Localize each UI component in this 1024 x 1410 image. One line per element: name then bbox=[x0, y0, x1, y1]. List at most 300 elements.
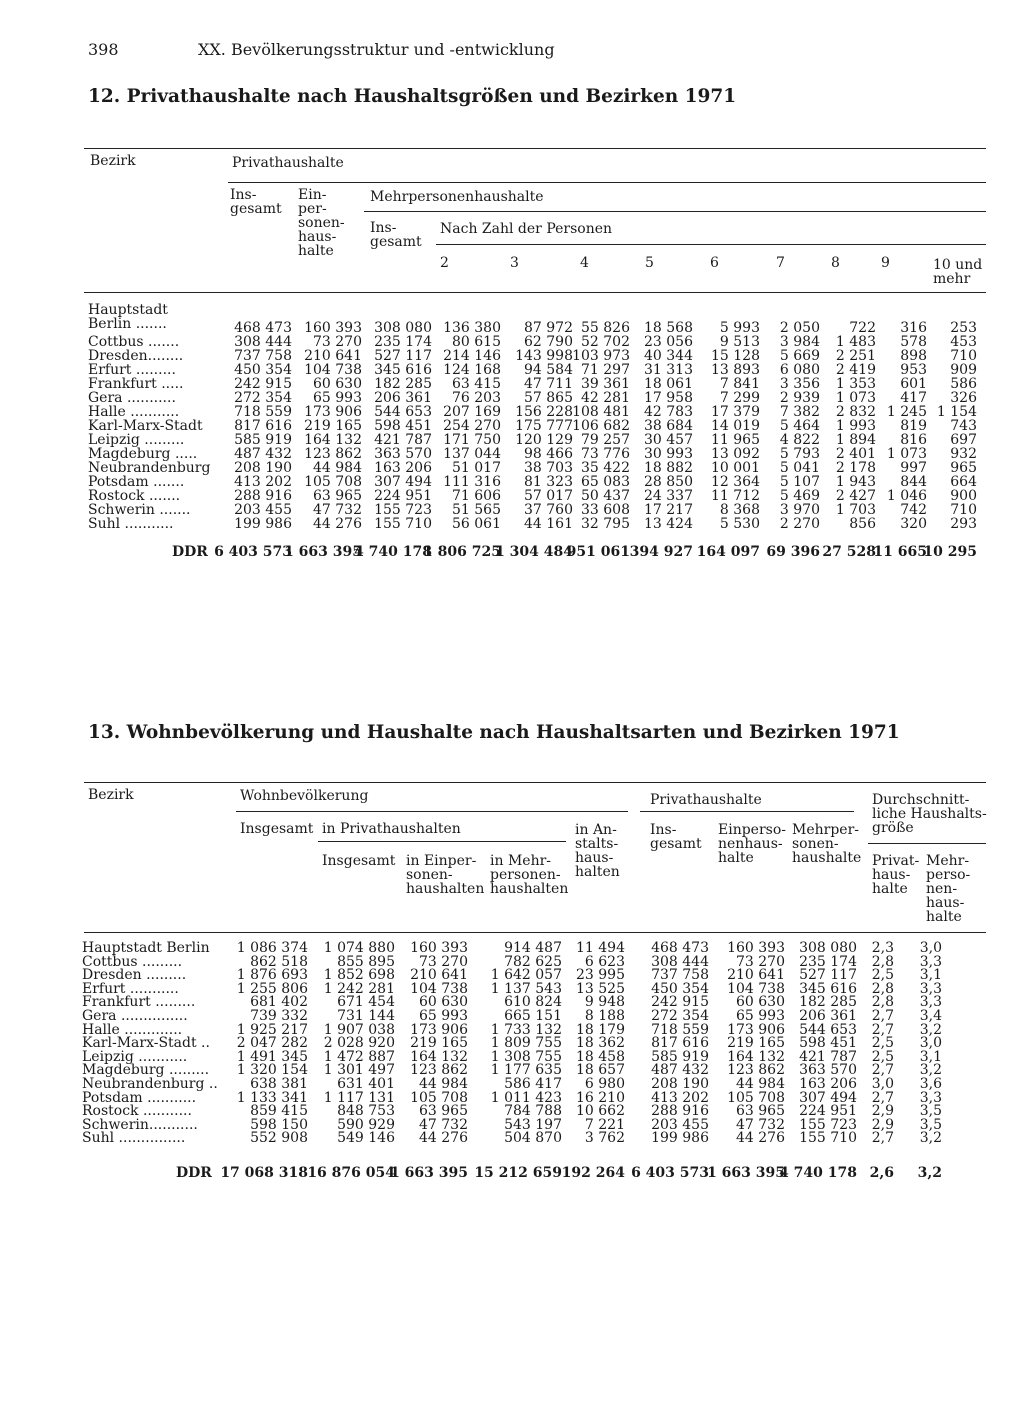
table-cell: 60 630 bbox=[736, 994, 785, 1011]
column-header: 5 bbox=[645, 255, 654, 271]
table-cell: 345 616 bbox=[799, 980, 857, 997]
table-cell: 79 257 bbox=[581, 432, 630, 448]
table-cell: 44 276 bbox=[736, 1130, 785, 1147]
table-cell: 598 451 bbox=[374, 418, 432, 434]
row-label: Gera ........... bbox=[88, 390, 176, 406]
column-header: Mehrper- sonen- haushalte bbox=[792, 822, 862, 866]
row-label: Cottbus ......... bbox=[82, 953, 183, 970]
table-cell: 40 344 bbox=[644, 348, 693, 364]
table-cell: 544 653 bbox=[374, 404, 432, 420]
table-cell: 2,3 bbox=[871, 940, 894, 956]
total-cell: 4 740 178 bbox=[354, 544, 432, 560]
table-cell: 60 630 bbox=[419, 994, 468, 1011]
table-cell: 111 316 bbox=[443, 474, 501, 490]
table-cell: 855 895 bbox=[337, 953, 395, 970]
table-cell: 3,3 bbox=[919, 953, 942, 970]
table-cell: 1 876 693 bbox=[236, 967, 308, 984]
table-cell: 586 bbox=[950, 376, 977, 392]
table-cell: 4 822 bbox=[779, 432, 820, 448]
table-cell: 1 703 bbox=[835, 502, 876, 518]
table-cell: 5 464 bbox=[779, 418, 820, 434]
table-cell: 219 165 bbox=[727, 1035, 785, 1052]
table-cell: 578 bbox=[900, 334, 927, 350]
table-cell: 182 285 bbox=[799, 994, 857, 1011]
table-cell: 71 297 bbox=[581, 362, 630, 378]
table-cell: 155 723 bbox=[374, 502, 432, 518]
table-cell: 997 bbox=[900, 460, 927, 476]
table-cell: 487 432 bbox=[234, 446, 292, 462]
table-cell: 1 117 131 bbox=[323, 1089, 395, 1106]
table-cell: 601 bbox=[900, 376, 927, 392]
row-label: Neubrandenburg bbox=[88, 460, 211, 476]
table-cell: 817 616 bbox=[234, 418, 292, 434]
table-cell: 527 117 bbox=[799, 967, 857, 984]
table-cell: 6 623 bbox=[584, 953, 625, 970]
table-cell: 105 708 bbox=[410, 1089, 468, 1106]
table-cell: 30 457 bbox=[644, 432, 693, 448]
table-cell: 421 787 bbox=[374, 432, 432, 448]
table-cell: 288 916 bbox=[651, 1103, 709, 1120]
row-label: Gera ............... bbox=[82, 1008, 188, 1024]
table-cell: 3,3 bbox=[919, 980, 942, 997]
table-cell: 38 684 bbox=[644, 418, 693, 434]
table-cell: 2,5 bbox=[871, 1035, 894, 1052]
table-cell: 203 455 bbox=[651, 1116, 709, 1133]
table-cell: 206 361 bbox=[374, 390, 432, 406]
table-cell: 1 733 132 bbox=[490, 1021, 562, 1038]
table-cell: 543 197 bbox=[504, 1116, 562, 1133]
table-cell: 62 790 bbox=[524, 334, 573, 350]
table-cell: 203 455 bbox=[234, 502, 292, 518]
table-cell: 5 993 bbox=[719, 320, 760, 336]
table-cell: 2 178 bbox=[835, 460, 876, 476]
table-cell: 63 965 bbox=[736, 1103, 785, 1120]
table-cell: 450 354 bbox=[651, 980, 709, 997]
column-header: Ins- gesamt bbox=[370, 220, 422, 250]
row-label: Dresden ......... bbox=[82, 967, 187, 984]
column-header: in Mehr- personen- haushalten bbox=[490, 853, 569, 897]
table-cell: 2 047 282 bbox=[236, 1035, 308, 1052]
table-cell: 30 993 bbox=[644, 446, 693, 462]
table-cell: 80 615 bbox=[452, 334, 501, 350]
table-cell: 859 415 bbox=[250, 1103, 308, 1120]
table-cell: 552 908 bbox=[250, 1130, 308, 1147]
table-cell: 2 251 bbox=[835, 348, 876, 364]
table-cell: 1 642 057 bbox=[490, 967, 562, 984]
table-cell: 12 364 bbox=[711, 474, 760, 490]
table-cell: 710 bbox=[950, 502, 977, 518]
table-cell: 5 669 bbox=[779, 348, 820, 364]
total-cell: 27 528 bbox=[822, 544, 876, 560]
table-cell: 37 760 bbox=[524, 502, 573, 518]
table-cell: 487 432 bbox=[651, 1062, 709, 1079]
table-cell: 65 993 bbox=[736, 1008, 785, 1024]
total-cell: 1 806 725 bbox=[423, 544, 501, 560]
table-cell: 1 907 038 bbox=[323, 1021, 395, 1038]
table-cell: 308 080 bbox=[374, 320, 432, 336]
table-cell: 598 451 bbox=[799, 1035, 857, 1052]
row-label: Frankfurt ..... bbox=[88, 376, 184, 392]
table-cell: 5 107 bbox=[779, 474, 820, 490]
table-cell: 2,9 bbox=[871, 1103, 894, 1120]
table-cell: 697 bbox=[950, 432, 977, 448]
table-cell: 44 276 bbox=[419, 1130, 468, 1147]
table-cell: 2,8 bbox=[871, 953, 894, 970]
total-cell: 1 663 395 bbox=[284, 544, 362, 560]
table-cell: 3 356 bbox=[779, 376, 820, 392]
rule bbox=[84, 932, 986, 933]
table-cell: 9 513 bbox=[719, 334, 760, 350]
table-cell: 207 169 bbox=[443, 404, 501, 420]
table-cell: 5 793 bbox=[779, 446, 820, 462]
table-cell: 1 483 bbox=[835, 334, 876, 350]
table-cell: 81 323 bbox=[524, 474, 573, 490]
table-cell: 862 518 bbox=[250, 953, 308, 970]
table-cell: 1 245 bbox=[886, 404, 927, 420]
table-cell: 123 862 bbox=[304, 446, 362, 462]
table-cell: 10 001 bbox=[711, 460, 760, 476]
table-cell: 137 044 bbox=[443, 446, 501, 462]
table-cell: 18 458 bbox=[576, 1048, 625, 1065]
table-cell: 586 417 bbox=[504, 1076, 562, 1092]
table-cell: 2 419 bbox=[835, 362, 876, 378]
table-cell: 5 469 bbox=[779, 488, 820, 504]
column-header: Insgesamt bbox=[240, 821, 314, 837]
table-cell: 23 056 bbox=[644, 334, 693, 350]
column-header: Nach Zahl der Personen bbox=[440, 221, 613, 237]
table-cell: 308 444 bbox=[651, 953, 709, 970]
total-cell: 2,6 bbox=[869, 1165, 894, 1181]
table-cell: 731 144 bbox=[337, 1008, 395, 1024]
table-cell: 1 472 887 bbox=[323, 1048, 395, 1065]
total-label: DDR bbox=[176, 1165, 212, 1181]
table-cell: 235 174 bbox=[799, 953, 857, 970]
table-cell: 18 061 bbox=[644, 376, 693, 392]
table-cell: 50 437 bbox=[581, 488, 630, 504]
table-cell: 208 190 bbox=[651, 1076, 709, 1092]
rule bbox=[364, 211, 986, 212]
table-cell: 468 473 bbox=[234, 320, 292, 336]
table-cell: 3,1 bbox=[919, 967, 942, 984]
table-cell: 2,8 bbox=[871, 980, 894, 997]
table-cell: 3,0 bbox=[919, 940, 942, 956]
total-label: DDR bbox=[172, 544, 208, 560]
rule bbox=[84, 292, 986, 293]
column-header: in An- stalts- haus- halten bbox=[575, 822, 620, 880]
table-cell: 51 565 bbox=[452, 502, 501, 518]
table-cell: 544 653 bbox=[799, 1021, 857, 1038]
table-cell: 307 494 bbox=[374, 474, 432, 490]
table-cell: 3,2 bbox=[919, 1062, 942, 1079]
table-cell: 17 379 bbox=[711, 404, 760, 420]
table-cell: 3,0 bbox=[919, 1035, 942, 1052]
table-cell: 65 993 bbox=[419, 1008, 468, 1024]
column-header: Mehr- perso- nen- haus- halte bbox=[926, 853, 971, 925]
table-cell: 76 203 bbox=[452, 390, 501, 406]
table-cell: 2 832 bbox=[835, 404, 876, 420]
table-cell: 1 074 880 bbox=[323, 940, 395, 956]
table-cell: 1 133 341 bbox=[236, 1089, 308, 1106]
column-header: Insgesamt bbox=[322, 853, 396, 869]
row-label: Halle ............. bbox=[82, 1021, 183, 1038]
table-cell: 2,8 bbox=[871, 994, 894, 1011]
table-cell: 210 641 bbox=[410, 967, 468, 984]
table-cell: 44 161 bbox=[524, 516, 573, 532]
table-cell: 421 787 bbox=[799, 1048, 857, 1065]
row-label: Frankfurt ......... bbox=[82, 994, 196, 1011]
table-cell: 163 206 bbox=[799, 1076, 857, 1092]
table-cell: 2,7 bbox=[871, 1021, 894, 1038]
column-header: Privathaushalte bbox=[650, 792, 762, 808]
row-label: Schwerin ....... bbox=[88, 502, 191, 518]
table-cell: 56 061 bbox=[452, 516, 501, 532]
column-header: Mehrpersonenhaushalte bbox=[370, 189, 544, 205]
table-cell: 13 893 bbox=[711, 362, 760, 378]
table-cell: 16 210 bbox=[576, 1089, 625, 1106]
table-cell: 35 422 bbox=[581, 460, 630, 476]
table-cell: 527 117 bbox=[374, 348, 432, 364]
table-cell: 1 491 345 bbox=[236, 1048, 308, 1065]
row-label: Hauptstadt Berlin bbox=[82, 940, 210, 956]
table-cell: 57 017 bbox=[524, 488, 573, 504]
table-cell: 123 862 bbox=[410, 1062, 468, 1079]
table-cell: 219 165 bbox=[304, 418, 362, 434]
table-cell: 63 415 bbox=[452, 376, 501, 392]
table-cell: 665 151 bbox=[504, 1008, 562, 1024]
table-cell: 898 bbox=[900, 348, 927, 364]
table-cell: 638 381 bbox=[250, 1076, 308, 1092]
table-cell: 123 862 bbox=[727, 1062, 785, 1079]
table-cell: 1 177 635 bbox=[490, 1062, 562, 1079]
table-cell: 136 380 bbox=[443, 320, 501, 336]
table-cell: 60 630 bbox=[313, 376, 362, 392]
table-cell: 631 401 bbox=[337, 1076, 395, 1092]
table-cell: 1 925 217 bbox=[236, 1021, 308, 1038]
table-12-title: 12. Privathaushalte nach Haushaltsgrößen und Bezirken 1971 bbox=[88, 86, 737, 107]
row-label: Potsdam ....... bbox=[88, 474, 185, 490]
table-cell: 156 228 bbox=[515, 404, 573, 420]
table-cell: 7 221 bbox=[584, 1116, 625, 1133]
table-cell: 671 454 bbox=[337, 994, 395, 1011]
table-cell: 664 bbox=[950, 474, 977, 490]
column-header: 2 bbox=[440, 255, 449, 271]
table-cell: 24 337 bbox=[644, 488, 693, 504]
table-cell: 160 393 bbox=[410, 940, 468, 956]
table-cell: 737 758 bbox=[651, 967, 709, 984]
column-header: 3 bbox=[510, 255, 519, 271]
total-cell: 951 061 bbox=[566, 544, 630, 560]
table-cell: 242 915 bbox=[234, 376, 292, 392]
row-label: Halle ........... bbox=[88, 404, 180, 420]
table-cell: 9 948 bbox=[584, 994, 625, 1011]
row-label: Magdeburg ..... bbox=[88, 446, 198, 462]
table-cell: 6 080 bbox=[779, 362, 820, 378]
table-cell: 468 473 bbox=[651, 940, 709, 956]
table-cell: 1 301 497 bbox=[323, 1062, 395, 1079]
table-cell: 2,7 bbox=[871, 1089, 894, 1106]
table-cell: 1 353 bbox=[835, 376, 876, 392]
table-cell: 3,6 bbox=[919, 1076, 942, 1092]
table-cell: 163 206 bbox=[374, 460, 432, 476]
table-cell: 363 570 bbox=[799, 1062, 857, 1079]
table-cell: 2 050 bbox=[779, 320, 820, 336]
column-header: Wohnbevölkerung bbox=[240, 788, 369, 804]
table-cell: 171 750 bbox=[443, 432, 501, 448]
table-cell: 3 984 bbox=[779, 334, 820, 350]
table-cell: 590 929 bbox=[337, 1116, 395, 1133]
table-cell: 450 354 bbox=[234, 362, 292, 378]
table-cell: 7 841 bbox=[719, 376, 760, 392]
table-cell: 108 481 bbox=[572, 404, 630, 420]
table-cell: 15 128 bbox=[711, 348, 760, 364]
table-cell: 18 657 bbox=[576, 1062, 625, 1079]
table-cell: 73 270 bbox=[736, 953, 785, 970]
table-cell: 320 bbox=[900, 516, 927, 532]
total-cell: 394 927 bbox=[629, 544, 693, 560]
table-cell: 1 255 806 bbox=[236, 980, 308, 997]
table-cell: 610 824 bbox=[504, 994, 562, 1011]
table-cell: 3,3 bbox=[919, 994, 942, 1011]
table-cell: 7 382 bbox=[779, 404, 820, 420]
row-label: Erfurt ......... bbox=[88, 362, 176, 378]
table-cell: 164 132 bbox=[304, 432, 362, 448]
table-cell: 105 708 bbox=[727, 1089, 785, 1106]
table-cell: 3,5 bbox=[919, 1103, 942, 1120]
table-cell: 953 bbox=[900, 362, 927, 378]
table-cell: 219 165 bbox=[410, 1035, 468, 1052]
table-cell: 208 190 bbox=[234, 460, 292, 476]
total-cell: 6 403 573 bbox=[214, 544, 292, 560]
table-cell: 1 073 bbox=[886, 446, 927, 462]
table-cell: 104 738 bbox=[304, 362, 362, 378]
table-cell: 737 758 bbox=[234, 348, 292, 364]
table-cell: 10 662 bbox=[576, 1103, 625, 1120]
table-cell: 94 584 bbox=[524, 362, 573, 378]
row-label: Potsdam ........... bbox=[82, 1089, 197, 1106]
table-cell: 3,1 bbox=[919, 1048, 942, 1065]
row-label: Hauptstadt Berlin ....... bbox=[88, 302, 168, 332]
table-cell: 47 732 bbox=[313, 502, 362, 518]
total-cell: 4 740 178 bbox=[779, 1165, 857, 1181]
table-cell: 288 916 bbox=[234, 488, 292, 504]
table-cell: 585 919 bbox=[234, 432, 292, 448]
table-cell: 173 906 bbox=[727, 1021, 785, 1038]
table-cell: 105 708 bbox=[304, 474, 362, 490]
table-cell: 1 308 755 bbox=[490, 1048, 562, 1065]
table-cell: 5 530 bbox=[719, 516, 760, 532]
table-cell: 504 870 bbox=[504, 1130, 562, 1147]
table-cell: 722 bbox=[849, 320, 876, 336]
table-cell: 42 281 bbox=[581, 390, 630, 406]
table-cell: 932 bbox=[950, 446, 977, 462]
row-label: Erfurt ........... bbox=[82, 980, 179, 997]
page-header bbox=[88, 40, 555, 59]
table-cell: 199 986 bbox=[234, 516, 292, 532]
table-cell: 73 270 bbox=[313, 334, 362, 350]
table-cell: 293 bbox=[950, 516, 977, 532]
table-cell: 1 993 bbox=[835, 418, 876, 434]
table-cell: 28 850 bbox=[644, 474, 693, 490]
table-cell: 55 826 bbox=[581, 320, 630, 336]
table-cell: 1 943 bbox=[835, 474, 876, 490]
table-cell: 7 299 bbox=[719, 390, 760, 406]
table-cell: 3,3 bbox=[919, 1089, 942, 1106]
table-cell: 914 487 bbox=[504, 940, 562, 956]
rule bbox=[228, 182, 986, 183]
table-cell: 173 906 bbox=[410, 1021, 468, 1038]
table-cell: 272 354 bbox=[651, 1008, 709, 1024]
rule bbox=[318, 841, 566, 842]
table-cell: 2 270 bbox=[779, 516, 820, 532]
table-cell: 104 738 bbox=[410, 980, 468, 997]
table-cell: 13 092 bbox=[711, 446, 760, 462]
table-cell: 18 179 bbox=[576, 1021, 625, 1038]
table-cell: 1 073 bbox=[835, 390, 876, 406]
table-cell: 3,2 bbox=[919, 1021, 942, 1038]
row-label: Suhl ............... bbox=[82, 1130, 186, 1147]
table-cell: 1 011 423 bbox=[490, 1089, 562, 1106]
rule bbox=[236, 811, 628, 812]
table-cell: 182 285 bbox=[374, 376, 432, 392]
column-header: 8 bbox=[831, 255, 840, 271]
table-cell: 819 bbox=[900, 418, 927, 434]
table-cell: 3,0 bbox=[871, 1076, 894, 1092]
total-cell: 192 264 bbox=[561, 1165, 625, 1181]
table-cell: 65 083 bbox=[581, 474, 630, 490]
column-header: in Einper- sonen- haushalten bbox=[406, 853, 485, 897]
column-header: Einperso- nenhaus- halte bbox=[718, 822, 786, 866]
table-cell: 18 882 bbox=[644, 460, 693, 476]
table-cell: 210 641 bbox=[727, 967, 785, 984]
column-header: 7 bbox=[776, 255, 785, 271]
table-cell: 23 995 bbox=[576, 967, 625, 984]
column-header: Bezirk bbox=[88, 787, 134, 803]
table-cell: 549 146 bbox=[337, 1130, 395, 1147]
table-cell: 417 bbox=[900, 390, 927, 406]
table-cell: 103 973 bbox=[572, 348, 630, 364]
table-cell: 1 242 281 bbox=[323, 980, 395, 997]
table-cell: 44 984 bbox=[419, 1076, 468, 1092]
table-cell: 14 019 bbox=[711, 418, 760, 434]
column-header: Ins- gesamt bbox=[230, 187, 282, 217]
table-cell: 47 732 bbox=[736, 1116, 785, 1133]
table-cell: 817 616 bbox=[651, 1035, 709, 1052]
row-label: Neubrandenburg .. bbox=[82, 1076, 218, 1092]
table-cell: 3,5 bbox=[919, 1116, 942, 1133]
table-cell: 51 017 bbox=[452, 460, 501, 476]
table-cell: 253 bbox=[950, 320, 977, 336]
table-cell: 272 354 bbox=[234, 390, 292, 406]
table-cell: 38 703 bbox=[524, 460, 573, 476]
table-cell: 308 080 bbox=[799, 940, 857, 956]
table-cell: 33 608 bbox=[581, 502, 630, 518]
table-cell: 1 809 755 bbox=[490, 1035, 562, 1052]
row-label: Schwerin........... bbox=[82, 1116, 198, 1133]
table-cell: 1 320 154 bbox=[236, 1062, 308, 1079]
table-cell: 681 402 bbox=[250, 994, 308, 1011]
table-cell: 2,7 bbox=[871, 1062, 894, 1079]
page-number: 398 bbox=[88, 40, 119, 59]
table-cell: 242 915 bbox=[651, 994, 709, 1011]
table-cell: 598 150 bbox=[250, 1116, 308, 1133]
table-cell: 47 711 bbox=[524, 376, 573, 392]
table-cell: 11 712 bbox=[711, 488, 760, 504]
table-cell: 1 086 374 bbox=[236, 940, 308, 956]
table-cell: 143 998 bbox=[515, 348, 573, 364]
table-cell: 2,7 bbox=[871, 1008, 894, 1024]
table-cell: 1 137 543 bbox=[490, 980, 562, 997]
table-cell: 175 777 bbox=[515, 418, 573, 434]
